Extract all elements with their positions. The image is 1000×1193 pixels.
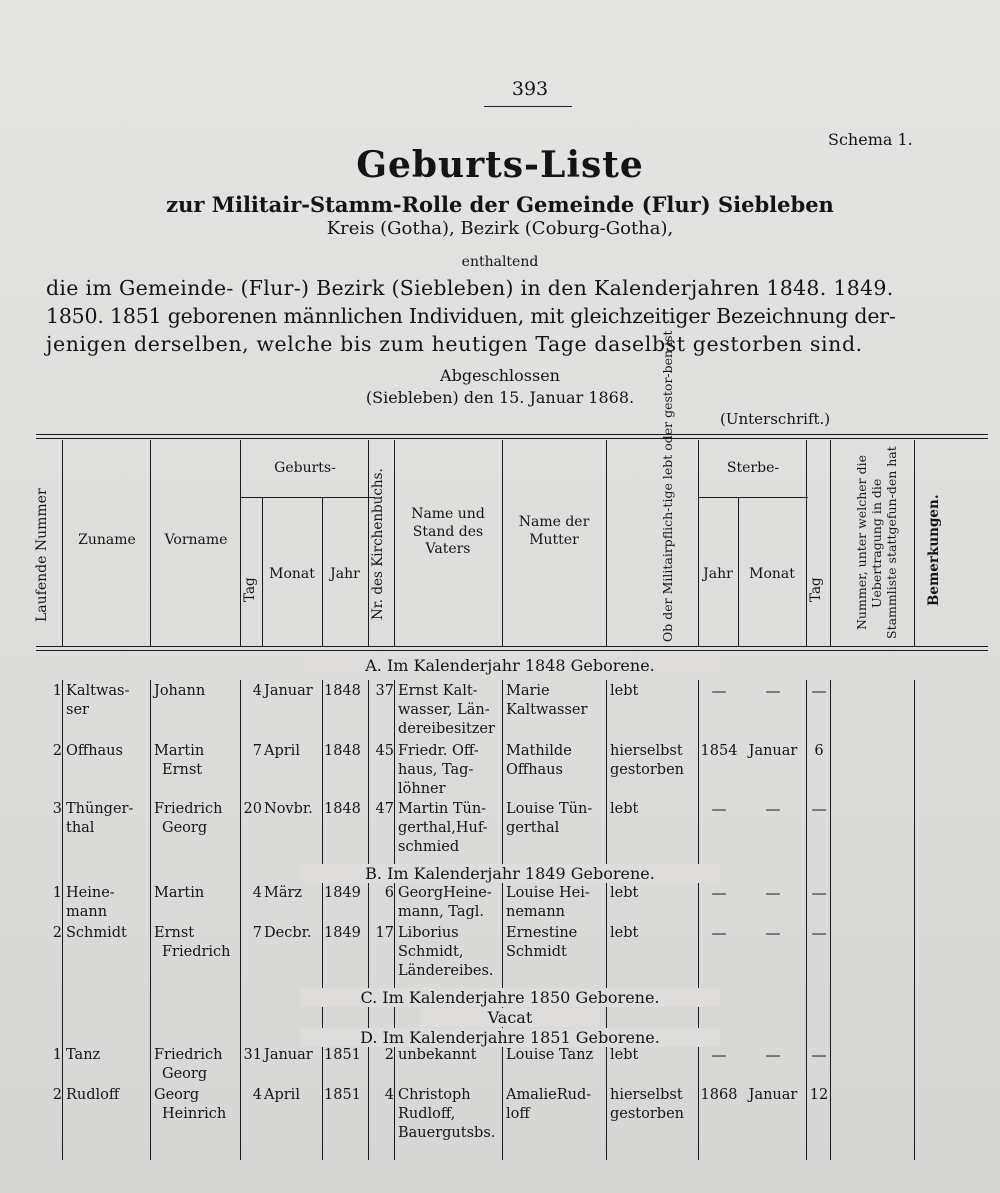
- cell-s-jahr: —: [711, 924, 727, 942]
- cell-vater: Liborius: [398, 925, 459, 941]
- cell-nr: 2: [52, 743, 62, 759]
- cell-vater: Ernst Kalt-: [398, 683, 478, 699]
- cell-lebt: gestorben: [610, 762, 684, 778]
- cell-zuname: Heine-: [66, 885, 115, 901]
- cell-monat: Januar: [264, 1047, 313, 1063]
- body-col-rule: [806, 680, 807, 1050]
- header-lebt-block: [610, 330, 696, 644]
- header-geburts: Geburts-: [274, 460, 336, 476]
- header-vater: Name und Stand des Vaters: [411, 506, 485, 557]
- body-line-3: jenigen derselben, welche bis zum heutigen Tage daselbst gestorben sind.: [46, 332, 863, 356]
- cell-tag: 31: [243, 1047, 262, 1063]
- cell-mutter: Louise Tün-: [506, 801, 593, 817]
- cell-vater: Schmidt,: [398, 944, 464, 960]
- cell-lebt: lebt: [610, 885, 639, 901]
- cell-s-monat: Januar: [748, 1087, 798, 1103]
- closing-date-line: (Siebleben) den 15. Januar 1868.: [365, 388, 635, 407]
- cell-vater: Bauergutsbs.: [398, 1125, 496, 1141]
- header-sterbe-monat: Monat: [749, 566, 795, 582]
- section-heading-1850: C. Im Kalenderjahre 1850 Geborene.: [300, 988, 720, 1007]
- header-lebt: Ob der Militairpflich-tige lebt oder gestor-ben ist: [660, 330, 675, 642]
- header-monat: Monat: [269, 566, 315, 582]
- cell-zuname: Thünger-: [66, 801, 134, 817]
- cell-mutter: loff: [506, 1106, 530, 1122]
- col-rule: [150, 440, 151, 646]
- enthaltend-line: enthaltend: [461, 254, 539, 270]
- cell-s-tag: —: [811, 884, 827, 902]
- cell-vater: schmied: [398, 839, 460, 855]
- page-number: 393: [511, 78, 549, 100]
- cell-vater: unbekannt: [398, 1047, 477, 1063]
- cell-lebt: lebt: [610, 683, 639, 699]
- body-col-rule: [150, 680, 151, 1050]
- col-rule: [240, 440, 241, 646]
- body-col-rule: [150, 1050, 151, 1160]
- cell-monat: Januar: [264, 683, 313, 699]
- cell-tag: 7: [252, 925, 262, 941]
- body-col-rule: [62, 1050, 63, 1160]
- cell-nr: 1: [52, 683, 62, 699]
- body-col-rule: [830, 1050, 831, 1160]
- cell-zuname: Rudloff: [66, 1087, 120, 1103]
- cell-mutter: Ernestine: [506, 925, 578, 941]
- cell-s-tag: 12: [809, 1087, 829, 1103]
- header-stammliste-block: [832, 444, 912, 644]
- cell-nr: 1: [52, 885, 62, 901]
- body-col-rule: [62, 680, 63, 1050]
- schema-label: Schema 1.: [828, 130, 913, 149]
- col-rule: [914, 440, 915, 646]
- body-col-rule: [394, 1050, 395, 1160]
- cell-s-tag: —: [811, 682, 827, 700]
- cell-lebt: hierselbst: [610, 743, 683, 759]
- cell-mutter: Offhaus: [506, 762, 563, 778]
- cell-lebt: lebt: [610, 801, 639, 817]
- cell-monat: April: [264, 1087, 300, 1103]
- cell-kb: 6: [384, 885, 394, 901]
- cell-monat: März: [264, 885, 303, 901]
- body-col-rule: [502, 1050, 503, 1160]
- col-rule: [502, 440, 503, 646]
- header-sterbe: Sterbe-: [726, 460, 780, 476]
- cell-jahr: 1851: [324, 1047, 361, 1063]
- cell-s-tag: —: [811, 1046, 827, 1064]
- cell-vorname: Martin: [154, 743, 205, 759]
- cell-vater: haus, Tag-: [398, 762, 474, 778]
- abgeschlossen-label: Abgeschlossen: [440, 366, 560, 385]
- table-header-bottom-rule-2: [36, 650, 988, 651]
- cell-mutter: Marie: [506, 683, 550, 699]
- cell-mutter: gerthal: [506, 820, 560, 836]
- section-heading-1851: D. Im Kalenderjahre 1851 Geborene.: [300, 1028, 720, 1047]
- cell-jahr: 1848: [324, 743, 361, 759]
- cell-s-jahr: 1868: [700, 1087, 738, 1103]
- document-subtitle: zur Militair-Stamm-Rolle der Gemeinde (Flur) Siebleben: [166, 192, 834, 217]
- cell-s-monat: —: [765, 800, 781, 818]
- cell-jahr: 1848: [324, 801, 361, 817]
- cell-jahr: 1849: [324, 925, 361, 941]
- cell-kb: 4: [384, 1087, 394, 1103]
- header-jahr: Jahr: [330, 566, 360, 582]
- vacat-label: Vacat: [420, 1008, 600, 1027]
- cell-mutter: Schmidt: [506, 944, 567, 960]
- cell-vater: Christoph: [398, 1087, 471, 1103]
- cell-vorname: Friedrich: [154, 801, 223, 817]
- cell-jahr: 1849: [324, 885, 361, 901]
- body-col-rule: [606, 1050, 607, 1160]
- cell-zuname: mann: [66, 904, 108, 920]
- cell-s-jahr: —: [711, 800, 727, 818]
- cell-nr: 1: [52, 1047, 62, 1063]
- cell-vater: Martin Tün-: [398, 801, 487, 817]
- header-sterbe-jahr: Jahr: [703, 566, 733, 582]
- cell-nr: 2: [52, 1087, 62, 1103]
- cell-vater: mann, Tagl.: [398, 904, 485, 920]
- cell-s-jahr: —: [711, 1046, 727, 1064]
- header-kirchenbuch: Nr. des Kirchenbuchs.: [370, 468, 386, 620]
- cell-vater: wasser, Län-: [398, 702, 490, 718]
- cell-kb: 47: [375, 801, 394, 817]
- col-rule: [830, 440, 831, 646]
- col-rule: [806, 440, 807, 646]
- cell-s-tag: 6: [814, 743, 824, 759]
- cell-vater: GeorgHeine-: [398, 885, 492, 901]
- section-heading-1849: B. Im Kalenderjahr 1849 Geborene.: [300, 864, 720, 883]
- col-rule: [62, 440, 63, 646]
- cell-vater: Friedr. Off-: [398, 743, 479, 759]
- body-col-rule: [830, 680, 831, 1050]
- cell-s-monat: —: [765, 682, 781, 700]
- cell-vorname: Georg: [162, 820, 208, 836]
- col-rule: [394, 440, 395, 646]
- cell-vorname: Ernst: [162, 762, 203, 778]
- cell-mutter: Louise Tanz: [506, 1047, 594, 1063]
- cell-s-monat: —: [765, 1046, 781, 1064]
- body-col-rule: [322, 1050, 323, 1160]
- cell-zuname: Tanz: [66, 1047, 101, 1063]
- cell-vorname: Georg: [162, 1066, 208, 1082]
- cell-mutter: Mathilde: [506, 743, 572, 759]
- cell-kb: 17: [375, 925, 394, 941]
- cell-kb: 45: [375, 743, 394, 759]
- cell-kb: 2: [384, 1047, 394, 1063]
- cell-monat: Decbr.: [264, 925, 312, 941]
- header-stammliste: Nummer, unter welcher die Uebertragung in die Stammliste stattgefun-den hat: [854, 446, 899, 640]
- body-col-rule: [240, 1050, 241, 1160]
- cell-vorname: Johann: [154, 683, 206, 699]
- cell-tag: 4: [252, 1087, 262, 1103]
- sterbe-subrule: [698, 497, 808, 498]
- cell-lebt: lebt: [610, 1047, 639, 1063]
- cell-s-tag: —: [811, 924, 827, 942]
- col-rule: [368, 440, 369, 646]
- table-header-bottom-rule: [36, 646, 988, 647]
- cell-s-jahr: —: [711, 884, 727, 902]
- body-line-1: die im Gemeinde- (Flur-) Bezirk (Siebleben) in den Kalenderjahren 1848. 1849.: [46, 276, 894, 300]
- cell-vater: Rudloff,: [398, 1106, 456, 1122]
- cell-s-monat: —: [765, 924, 781, 942]
- cell-zuname: Schmidt: [66, 925, 127, 941]
- cell-nr: 2: [52, 925, 62, 941]
- district-line: Kreis (Gotha), Bezirk (Coburg-Gotha),: [326, 218, 674, 239]
- header-vorname: Vorname: [164, 532, 228, 548]
- cell-tag: 4: [252, 683, 262, 699]
- cell-lebt: lebt: [610, 925, 639, 941]
- cell-s-monat: —: [765, 884, 781, 902]
- cell-s-monat: Januar: [748, 743, 798, 759]
- cell-vater: gerthal,Huf-: [398, 820, 488, 836]
- cell-nr: 3: [52, 801, 62, 817]
- cell-mutter: nemann: [506, 904, 565, 920]
- body-col-rule: [914, 680, 915, 1050]
- header-zuname: Zuname: [78, 532, 136, 548]
- cell-vater: Ländereibes.: [398, 963, 494, 979]
- cell-vater: löhner: [398, 781, 446, 797]
- cell-vorname: Martin: [154, 885, 205, 901]
- cell-s-jahr: —: [711, 682, 727, 700]
- cell-mutter: AmalieRud-: [506, 1087, 592, 1103]
- cell-vorname: Friedrich: [154, 1047, 223, 1063]
- table-top-rule-2: [36, 438, 988, 439]
- body-line-2: 1850. 1851 geborenen männlichen Individuen, mit gleichzeitiger Bezeichnung der-: [46, 304, 896, 328]
- header-sterbe-tag: Tag: [808, 577, 824, 603]
- cell-lebt: hierselbst: [610, 1087, 683, 1103]
- cell-s-tag: —: [811, 800, 827, 818]
- cell-vorname: Heinrich: [162, 1106, 227, 1122]
- cell-monat: Novbr.: [264, 801, 313, 817]
- header-tag: Tag: [242, 577, 258, 603]
- cell-zuname: ser: [66, 702, 89, 718]
- cell-kb: 37: [375, 683, 394, 699]
- cell-mutter: Louise Hei-: [506, 885, 590, 901]
- cell-vorname: Georg: [154, 1087, 200, 1103]
- body-col-rule: [806, 1050, 807, 1160]
- cell-tag: 7: [252, 743, 262, 759]
- cell-mutter: Kaltwasser: [506, 702, 588, 718]
- cell-jahr: 1851: [324, 1087, 361, 1103]
- signature-label: (Unterschrift.): [720, 410, 831, 428]
- document-title: Geburts-Liste: [356, 144, 644, 186]
- cell-lebt: gestorben: [610, 1106, 684, 1122]
- table-top-rule: [36, 434, 988, 435]
- cell-jahr: 1848: [324, 683, 361, 699]
- cell-vater: dereibesitzer: [398, 721, 495, 737]
- page-number-rule: [484, 106, 572, 107]
- cell-s-jahr: 1854: [700, 743, 738, 759]
- header-laufende-nummer: Laufende Nummer: [34, 488, 50, 622]
- header-bemerkungen: Bemerkungen.: [926, 494, 942, 606]
- cell-zuname: Offhaus: [66, 743, 123, 759]
- body-col-rule: [914, 1050, 915, 1160]
- col-rule: [606, 440, 607, 646]
- body-col-rule: [240, 680, 241, 1050]
- cell-monat: April: [264, 743, 300, 759]
- cell-zuname: thal: [66, 820, 95, 836]
- cell-vorname: Ernst: [154, 925, 195, 941]
- cell-zuname: Kaltwas-: [66, 683, 130, 699]
- section-heading-1848: A. Im Kalenderjahr 1848 Geborene.: [300, 656, 720, 675]
- body-col-rule: [368, 1050, 369, 1160]
- cell-vorname: Friedrich: [162, 944, 231, 960]
- cell-tag: 4: [252, 885, 262, 901]
- header-mutter: Name der Mutter: [518, 514, 590, 548]
- geburts-subrule: [240, 497, 375, 498]
- col-rule: [698, 440, 699, 646]
- body-col-rule: [698, 1050, 699, 1160]
- cell-tag: 20: [243, 801, 262, 817]
